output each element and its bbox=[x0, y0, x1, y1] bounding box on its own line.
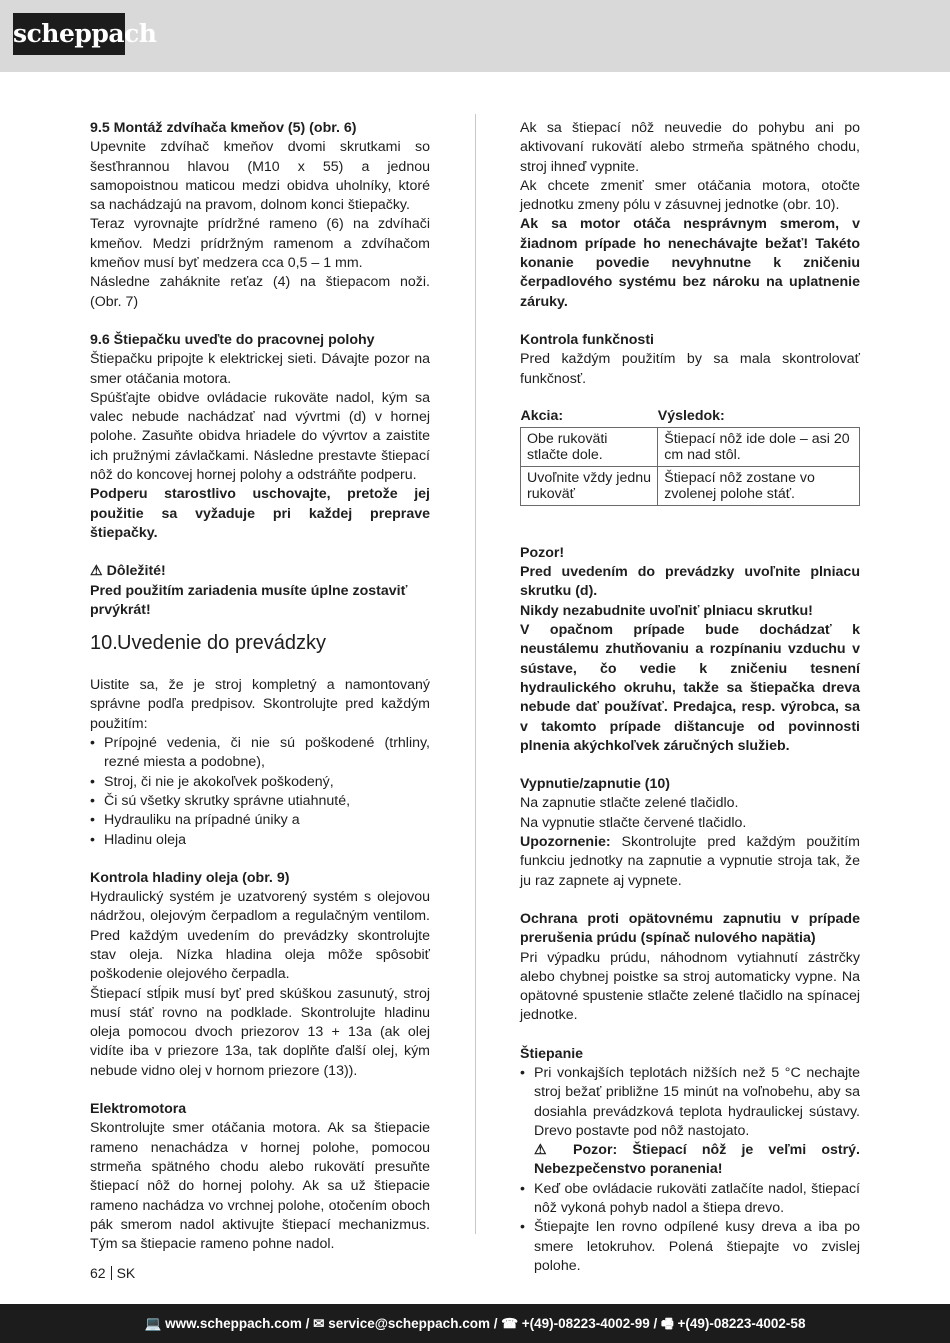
language-code: SK bbox=[116, 1265, 136, 1281]
restart-protection-title: Ochrana proti opätovnému zapnutiu v prípade prerušenia prúdu (spínač nulového napätia) bbox=[520, 910, 860, 947]
section-9-6-bold: Podperu starostlivo uschovajte, pretože jej použitie sa vyžaduje pri každej preprave štiepačky. bbox=[90, 486, 430, 541]
chapter-number: 10. bbox=[90, 632, 118, 655]
section-9-5-text: Následne zaháknite reťaz (4) na štiepacom noži. (Obr. 7) bbox=[90, 274, 430, 310]
list-item bbox=[520, 1064, 860, 1180]
table-cell-result: Štiepací nôž ide dole – asi 20 cm nad stôl. bbox=[658, 427, 860, 466]
chapter-10-intro: Uistite sa, že je stroj kompletný a namontovaný správne podľa predpisov. Skontrolujte pred každým použitím: bbox=[90, 677, 430, 732]
section-9-5-text: Teraz vyrovnajte prídržné rameno (6) na zdvíhači kmeňov. Medzi prídržným ramenom a zdvíhačom kmeňov musí byť medzera cca 0,5 – 1 mm. bbox=[90, 216, 430, 272]
column-divider bbox=[475, 114, 476, 1234]
restart-protection-text: Pri výpadku prúdu, náhodnom vytiahnutí zástrčky alebo chybnej poistke sa stroj automaticky vypne. Na opätovné spustenie stlačte zelené tlačidlo na spínacej jednotke. bbox=[520, 949, 860, 1024]
oil-level-text: Hydraulický systém je uzatvorený systém s olejovou nádržou, olejovým čerpadlom a regulačným ventilom. Pred každým uvedením do prevádzky skontrolujte stav oleja. Nízka hladina oleja môže spôsobiť poškodenie olejového čerpadla. bbox=[90, 889, 430, 983]
table-header-result: Výsledok: bbox=[657, 407, 725, 424]
contact-info: 💻 www.scheppach.com / ✉ service@scheppach.com / ☎ +(49)-08223-4002-99 / 🖷 +(49)-08223-4002-58 bbox=[144, 1316, 806, 1331]
function-check-text: Pred každým použitím by sa mala skontrolovať funkčnosť. bbox=[520, 351, 860, 387]
section-9-6-title: 9.6 Štiepačku uveďte do pracovnej polohy bbox=[90, 331, 375, 348]
splitting-list bbox=[520, 1064, 860, 1276]
list-item: • Hladinu oleja bbox=[90, 831, 430, 850]
section-9-6-text: Štiepačku pripojte k elektrickej sieti. Dávajte pozor na smer otáčania motora. bbox=[90, 351, 430, 387]
scheppach-logo: scheppach bbox=[13, 13, 125, 55]
table-row bbox=[521, 466, 860, 505]
caution-title: Pozor! bbox=[520, 544, 565, 561]
header-bar bbox=[0, 0, 950, 72]
footer-contact-bar bbox=[0, 1304, 950, 1343]
chapter-10-heading bbox=[90, 631, 430, 655]
table-cell-result: Štiepací nôž zostane vo zvolenej polohe stáť. bbox=[658, 466, 860, 505]
switch-text: Na zapnutie stlačte zelené tlačidlo. bbox=[520, 795, 739, 812]
motor-warning: Ak sa motor otáča nesprávnym smerom, v žiadnom prípade ho nenechávajte bežať! Takéto konanie povedie nevyhnutne k zničeniu čerpadlového systému bez nároku na uplatnenie záruky. bbox=[520, 216, 860, 310]
page-number-value: 62 bbox=[90, 1265, 106, 1281]
table-cell-action: Uvoľnite vždy jednu rukoväť bbox=[521, 466, 658, 505]
page-number bbox=[90, 1265, 135, 1281]
motor-text: Ak sa štiepací nôž neuvedie do pohybu ani po aktivovaní rukovätí alebo strmeňa spätného chodu, stroj ihneď vypnite. bbox=[520, 120, 860, 175]
left-column bbox=[90, 119, 430, 1254]
list-item: • Prípojné vedenia, či nie sú poškodené (trhliny, rezné miesta a podobne), bbox=[90, 734, 430, 773]
section-9-6-text: Spúšťajte obidve ovládacie rukoväte nadol, kým sa valec nebude nachádzať nad vývrtmi (d) v hornej polohe. Zasuňte obidva hriadele do vývrtov a zaistite ich pružnými závlačkami. Následne prestavte štiepací nôž do koncovej hornej polohy a odstráňte podperu. bbox=[90, 389, 430, 484]
chapter-title: Uvedenie do prevádzky bbox=[117, 632, 327, 655]
splitting-title: Štiepanie bbox=[520, 1045, 584, 1062]
switch-note-label: Upozornenie: bbox=[520, 834, 611, 851]
list-item: • Stroj, či nie je akokoľvek poškodený, bbox=[90, 773, 430, 792]
list-item: • Hydrauliku na prípadné úniky a bbox=[90, 811, 430, 830]
caution-text: Nikdy nezabudnite uvoľniť plniacu skrutku! bbox=[520, 602, 813, 619]
switch-note-text: Skontrolujte pred každým použitím funkciu jednotky na zapnutie a vypnutie stroja tak, že ju raz zapnete aj vypnete. bbox=[520, 834, 860, 889]
important-text: Pred použitím zariadenia musíte úplne zostaviť prvýkrát! bbox=[90, 582, 408, 618]
list-item: • Či sú všetky skrutky správne utiahnuté, bbox=[90, 792, 430, 811]
table-row bbox=[521, 427, 860, 466]
caution-text: Pred uvedením do prevádzky uvoľnite plniacu skrutku (d). bbox=[520, 564, 860, 600]
switch-text: Na vypnutie stlačte červené tlačidlo. bbox=[520, 814, 747, 831]
switch-note bbox=[520, 833, 860, 891]
motor-title: Elektromotora bbox=[90, 1101, 187, 1118]
right-column bbox=[520, 119, 860, 1276]
motor-text: Skontrolujte smer otáčania motora. Ak sa štiepacie rameno nenachádza v hornej polohe, pomocou strmeňa spätného chodu alebo rukovätí presuňte štiepací nôž do hornej polohy. Ak sa už štiepacie rameno nachádza vo vrchnej polohe, otočením oboch pák smerom nadol aktivujte štiepací mechanizmus. Tým sa štiepacie rameno pohne nadol. bbox=[90, 1120, 430, 1253]
section-9-5-text: Upevnite zdvíhač kmeňov dvomi skrutkami so šesťhrannou hlavou (M10 x 55) a jednou samopoistnou maticou medzi obidva uholníky, ktoré sa nachádzajú na pravom, dolnom konci štiepačky. bbox=[90, 139, 430, 214]
section-9-5-title: 9.5 Montáž zdvíhača kmeňov (5) (obr. 6) bbox=[90, 120, 357, 136]
table-cell-action: Obe rukoväti stlačte dole. bbox=[521, 427, 658, 466]
check-list bbox=[90, 734, 430, 850]
important-title: ⚠ Dôležité! bbox=[90, 563, 166, 580]
list-item: • Keď obe ovládacie rukoväti zatlačíte nadol, štiepací nôž vykoná pohyb nadol a štiepa drevo. bbox=[520, 1180, 860, 1219]
list-item: • Štiepajte len rovno odpílené kusy dreva a iba po smere letokruhov. Polená štiepajte vo zvislej polohe. bbox=[520, 1218, 860, 1276]
oil-level-title: Kontrola hladiny oleja (obr. 9) bbox=[90, 869, 290, 886]
function-check-table bbox=[520, 408, 860, 506]
table-header-action: Akcia: bbox=[520, 407, 564, 424]
function-check-title: Kontrola funkčnosti bbox=[520, 331, 654, 348]
caution-text: V opačnom prípade bude dochádzať k neustálemu zhutňovaniu a rozpínaniu vzduchu v sústave, čo vedie k zničeniu tesnení hydraulického okruhu, takže sa štiepačka dreva nebude dať používať. Predajca, resp. výrobca, sa v takomto prípade dištancuje od povinnosti plnenia akýchkoľvek záručných služieb. bbox=[520, 622, 860, 754]
sharp-blade-warning: ⚠ Pozor: Štiepací nôž je veľmi ostrý. Nebezpečenstvo poranenia! bbox=[534, 1142, 860, 1178]
oil-level-text: Štiepací stĺpik musí byť pred skúškou zasunutý, stroj musí stáť rovno na podklade. Skontrolujte hladinu oleja pomocou dvoch priezorov 13 + 13a (ak olej vidíte iba v priezore 13a, tak doplňte ďalší olej, kým nebude vidno olej v hornom priezore (13)). bbox=[90, 985, 430, 1079]
list-item-text: Pri vonkajších teplotách nižších než 5 °C nechajte stroj bežať približne 15 minút na voľnobehu, aby sa dosiahla prevádzková teplota hydraulickej sústavy. Drevo postavte pod nôž nastojato. bbox=[534, 1064, 860, 1139]
switch-title: Vypnutie/zapnutie (10) bbox=[520, 776, 671, 793]
motor-text: Ak chcete zmeniť smer otáčania motora, otočte jednotku zmeny pólu v zásuvnej jednotke (obr. 10). bbox=[520, 177, 860, 214]
